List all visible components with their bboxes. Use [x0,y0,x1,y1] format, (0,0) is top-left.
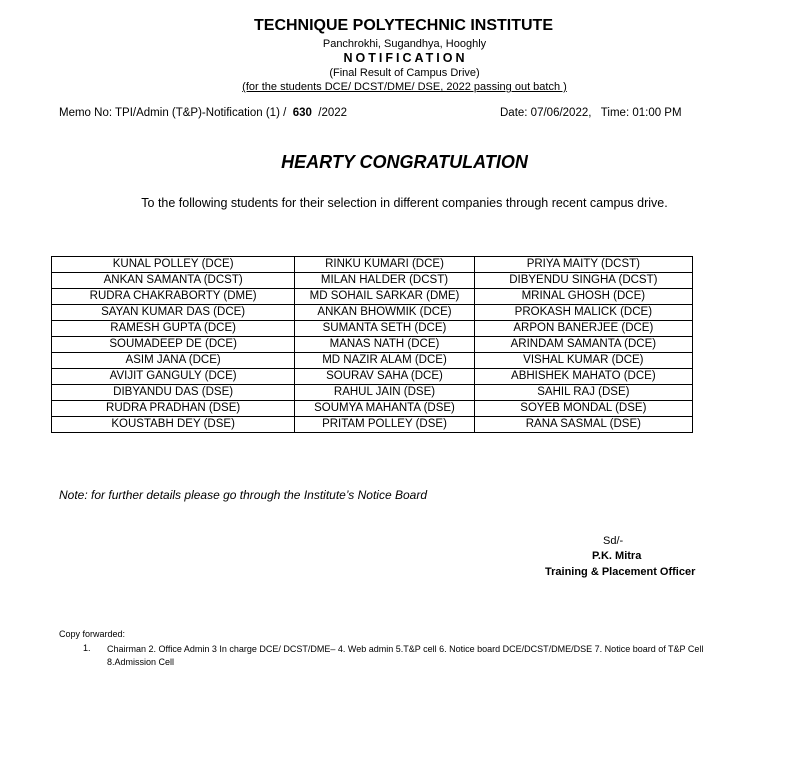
memo-suffix: /2022 [318,107,348,119]
student-cell: RAHUL JAIN (DSE) [295,385,474,401]
student-cell: MILAN HALDER (DCST) [295,273,474,289]
copy-forwarded-list: Chairman 2. Office Admin 3 In charge DCE/ DCST/DME– 4. Web admin 5.T&P cell 6. Notice board DCE/DCST/DME/DSE 7. Notice board of T&P Cell 8.Admission Cell [107,644,704,667]
table-row [52,273,693,289]
student-cell: AVIJIT GANGULY (DCE) [52,369,295,385]
table-row [52,385,693,401]
table-row [52,289,693,305]
student-cell: ASIM JANA (DCE) [52,353,295,369]
student-cell: SOUMYA MAHANTA (DSE) [295,401,474,417]
institute-name: TECHNIQUE POLYTECHNIC INSTITUTE [254,17,553,34]
student-cell: PROKASH MALICK (DCE) [474,305,692,321]
student-cell: ANKAN BHOWMIK (DCE) [295,305,474,321]
note-text: Note: for further details please go through the Institute’s Notice Board [59,488,427,502]
student-cell: ARINDAM SAMANTA (DCE) [474,337,692,353]
table-row [52,353,693,369]
notification-subtitle: (Final Result of Campus Drive) [329,67,480,79]
table-row [52,321,693,337]
student-cell: PRITAM POLLEY (DSE) [295,417,474,433]
student-cell: PRIYA MAITY (DCST) [474,257,692,273]
student-cell: SOURAV SAHA (DCE) [295,369,474,385]
table-row [52,401,693,417]
student-cell: RAMESH GUPTA (DCE) [52,321,295,337]
signer-designation: Training & Placement Officer [545,566,696,578]
table-row [52,305,693,321]
batch-text: (for the students DCE/ DCST/DME/ DSE, 2022 passing out batch ) [242,81,567,93]
student-cell: KOUSTABH DEY (DSE) [52,417,295,433]
student-cell: ARPON BANERJEE (DCE) [474,321,692,337]
student-cell: SAYAN KUMAR DAS (DCE) [52,305,295,321]
student-cell: SUMANTA SETH (DCE) [295,321,474,337]
copy-forwarded-label: Copy forwarded: [59,629,126,639]
institute-address: Panchrokhi, Sugandhya, Hooghly [322,38,487,50]
memo-line [59,107,347,119]
student-cell: RANA SASMAL (DSE) [474,417,692,433]
student-cell: MD NAZIR ALAM (DCE) [295,353,474,369]
table-row [52,417,693,433]
student-cell: ABHISHEK MAHATO (DCE) [474,369,692,385]
student-cell: SAHIL RAJ (DSE) [474,385,692,401]
student-cell: SOUMADEEP DE (DCE) [52,337,295,353]
student-cell: ANKAN SAMANTA (DCST) [52,273,295,289]
copy-list-number: 1. [83,643,91,653]
notification-title: NOTIFICATION [343,51,468,65]
student-cell: KUNAL POLLEY (DCE) [52,257,295,273]
student-cell: RUDRA CHAKRABORTY (DME) [52,289,295,305]
signature-sd: Sd/- [603,535,624,547]
memo-prefix: Memo No: TPI/Admin (T&P)-Notification (1) / [59,107,287,119]
student-cell: DIBYENDU SINGHA (DCST) [474,273,692,289]
date-time: Date: 07/06/2022, Time: 01:00 PM [500,107,682,119]
student-cell: VISHAL KUMAR (DCE) [474,353,692,369]
student-cell: DIBYANDU DAS (DSE) [52,385,295,401]
student-cell: MANAS NATH (DCE) [295,337,474,353]
table-row [52,337,693,353]
intro-text: To the following students for their selection in different companies through recent campus drive. [141,196,668,210]
student-cell: SOYEB MONDAL (DSE) [474,401,692,417]
congratulation-heading: HEARTY CONGRATULATION [281,152,528,172]
notification-batch-line [6,81,797,93]
student-cell: MD SOHAIL SARKAR (DME) [295,289,474,305]
memo-number: 630 [292,107,312,119]
students-table-body [52,257,693,433]
student-cell: MRINAL GHOSH (DCE) [474,289,692,305]
student-cell: RUDRA PRADHAN (DSE) [52,401,295,417]
table-row [52,369,693,385]
table-row [52,257,693,273]
selected-students-table [51,256,693,433]
student-cell: RINKU KUMARI (DCE) [295,257,474,273]
signer-name: P.K. Mitra [592,550,642,562]
